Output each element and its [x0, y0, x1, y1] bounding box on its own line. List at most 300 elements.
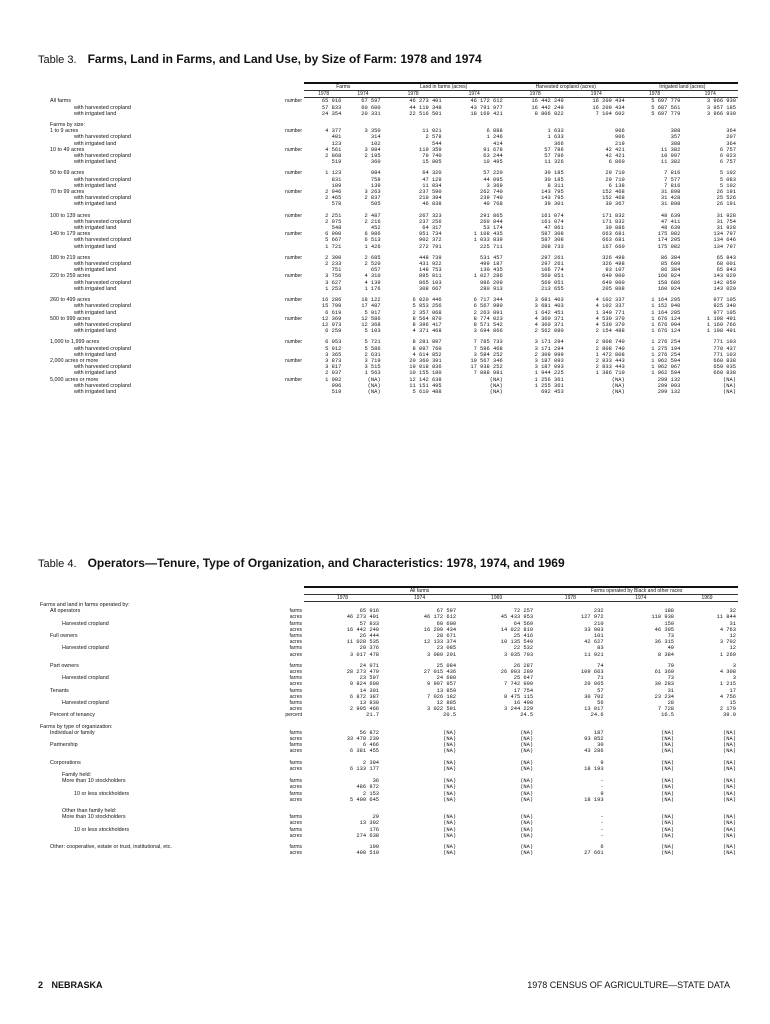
data-cell: 46 172 612	[423, 614, 457, 621]
data-cell: 569 051	[541, 273, 564, 280]
data-cell: 865 103	[419, 279, 442, 286]
year-header: 1974	[444, 91, 505, 98]
data-cell: 14 301	[359, 687, 380, 694]
row-unit: acres	[289, 681, 302, 688]
data-cell: 3 681 403	[534, 303, 564, 310]
row-label: with harvested cropland	[74, 134, 131, 141]
data-cell: 2 520	[364, 261, 381, 268]
table4-body	[38, 602, 738, 857]
data-cell: 2 808 740	[595, 339, 625, 346]
data-cell: 8 774 023	[473, 315, 503, 322]
data-cell: 143 795	[541, 195, 564, 202]
data-cell: 18 122	[361, 297, 381, 304]
data-cell: 31 928	[716, 225, 736, 232]
data-cell: 6 619	[325, 309, 342, 316]
data-cell: 65 843	[716, 267, 736, 274]
row-label: 260 to 499 acres	[50, 297, 91, 304]
data-cell: 174 295	[657, 237, 681, 244]
data-cell: 16.5	[661, 712, 675, 719]
data-cell: 23 597	[359, 675, 380, 682]
data-cell: 46 273 401	[409, 98, 442, 105]
data-cell: 23 234	[654, 693, 675, 700]
data-cell: (NA)	[611, 388, 625, 395]
data-cell: 3 171 294	[534, 339, 564, 346]
data-cell: 2 685	[364, 254, 381, 261]
data-cell: 171 832	[602, 218, 625, 225]
data-cell: 297 261	[541, 254, 564, 261]
data-cell: 2 357 068	[412, 309, 442, 316]
data-cell: (NA)	[520, 748, 534, 755]
data-cell: 12 885	[436, 699, 457, 706]
data-cell: 486 972	[356, 784, 380, 791]
row-unit: farms	[289, 844, 302, 851]
data-cell: (NA)	[443, 850, 457, 857]
data-cell: 1 269	[719, 651, 736, 658]
row-unit: farms	[289, 687, 302, 694]
row-label: Harvested cropland	[62, 620, 109, 627]
data-cell: 24.6	[590, 712, 604, 719]
row-unit: farms	[289, 826, 302, 833]
data-cell: 65 916	[321, 98, 342, 105]
year-header: 1978	[535, 595, 605, 602]
data-cell: 31 754	[716, 218, 736, 225]
data-cell: 49	[667, 645, 675, 652]
data-cell: 30 367	[605, 201, 625, 208]
data-cell: (NA)	[723, 814, 736, 821]
data-cell: 1 198 491	[706, 315, 736, 322]
data-cell: 167 660	[602, 243, 625, 250]
data-cell: 6 000	[325, 231, 342, 238]
data-cell: 18 193	[584, 796, 604, 803]
data-cell: (NA)	[489, 382, 503, 389]
data-cell: 6 381 455	[349, 748, 380, 755]
data-cell: 14 022 810	[500, 626, 534, 633]
data-cell: 6 053	[325, 339, 342, 346]
data-cell: 43 791 977	[470, 104, 503, 111]
row-label: 50 to 69 acres	[50, 170, 85, 177]
data-cell: 6	[600, 844, 604, 851]
data-cell: 71	[597, 675, 604, 682]
data-cell: (NA)	[520, 844, 534, 851]
data-cell: 127 972	[580, 614, 604, 621]
data-cell: 8 564 870	[412, 315, 442, 322]
table4	[38, 586, 738, 856]
row-unit: percent	[285, 712, 302, 719]
data-cell: 587 308	[541, 237, 564, 244]
data-cell: 925 348	[713, 303, 736, 310]
data-cell: 207	[726, 134, 736, 141]
data-cell: 262 740	[480, 189, 503, 196]
row-unit: acres	[289, 832, 302, 839]
data-cell: 17 754	[513, 687, 534, 694]
row-unit: acres	[289, 765, 302, 772]
data-cell: 274 638	[356, 832, 380, 839]
data-cell: 2 465	[325, 195, 342, 202]
data-cell: 16 442 249	[346, 626, 380, 633]
data-cell: 260 844	[480, 218, 503, 225]
data-cell: 175 082	[657, 243, 681, 250]
data-cell: (NA)	[443, 748, 457, 755]
data-cell: 1 027 286	[473, 273, 503, 280]
row-label: with harvested cropland	[74, 364, 131, 371]
data-cell: 2 837	[364, 195, 381, 202]
data-cell: 758	[370, 176, 381, 183]
row-label: Family held:	[62, 771, 92, 778]
data-cell: 3 263	[364, 189, 381, 196]
row-unit: acres	[289, 748, 302, 755]
row-label: with irrigated land	[74, 243, 117, 250]
table-row	[38, 98, 738, 105]
data-cell: 9	[600, 759, 604, 766]
data-cell: 6 133 177	[349, 765, 380, 772]
data-cell: 414	[492, 140, 503, 147]
year-header: 1974	[343, 91, 382, 98]
row-unit	[252, 389, 304, 395]
data-cell: 770 437	[713, 345, 736, 352]
data-cell: 11 034	[422, 182, 442, 189]
row-label: with harvested cropland	[74, 195, 131, 202]
row-unit: farms	[289, 759, 302, 766]
data-cell: 2 300	[325, 254, 342, 261]
data-cell: 1 276 254	[651, 339, 681, 346]
data-cell: 12 142 638	[409, 376, 442, 383]
row-label: Full owners	[50, 632, 78, 639]
data-cell: 6 872 387	[349, 693, 380, 700]
data-cell: (NA)	[661, 735, 675, 742]
row-unit: number	[285, 297, 302, 304]
row-label: All operators	[50, 608, 81, 615]
data-cell: 4 371 468	[412, 328, 442, 335]
data-cell: 5 586	[364, 345, 381, 352]
row-label: with harvested cropland	[74, 218, 131, 225]
data-cell: 771 103	[713, 351, 736, 358]
data-cell: (NA)	[520, 742, 534, 749]
data-cell: 5 400 645	[349, 796, 380, 803]
data-cell: 57 220	[483, 170, 503, 177]
row-label: Individual or family	[50, 729, 95, 736]
row-unit: farms	[289, 675, 302, 682]
data-cell: 3 957 185	[706, 104, 736, 111]
year-header: 1978	[505, 91, 566, 98]
table4-label: Table 4.	[38, 558, 77, 570]
data-cell: 1 062 594	[651, 357, 681, 364]
row-label: with harvested cropland	[74, 279, 131, 286]
data-cell: 24 680	[436, 675, 457, 682]
data-cell: 388	[670, 140, 681, 147]
data-cell: 751	[331, 267, 342, 274]
data-cell: 3 702	[719, 639, 736, 646]
data-cell: 26 903 289	[500, 668, 534, 675]
data-cell: 91 678	[483, 146, 503, 153]
data-cell: 67 597	[361, 98, 381, 105]
data-cell: 148 753	[419, 267, 442, 274]
table3-heading: Farms, Land in Farms, and Land Use, by Size of Farm: 1978 and 1974	[87, 52, 482, 66]
row-unit: number	[285, 315, 302, 322]
data-cell: 4 377	[325, 128, 342, 135]
data-cell: 161 074	[541, 218, 564, 225]
row-stub	[38, 389, 252, 395]
row-unit: number	[285, 339, 302, 346]
data-cell: 3 817	[325, 364, 342, 371]
data-cell: 16 442 249	[531, 98, 564, 105]
data-cell: 56 872	[359, 729, 380, 736]
data-cell: 3 035 793	[504, 651, 534, 658]
data-cell: 986 209	[480, 279, 503, 286]
data-cell: 663 681	[602, 237, 625, 244]
data-cell: 4 102 337	[595, 303, 625, 310]
row-label: with harvested cropland	[74, 153, 131, 160]
data-cell: 388	[670, 128, 681, 135]
data-cell: 12 368	[361, 321, 381, 328]
data-cell: 7 104 602	[595, 110, 625, 117]
row-label: All farms	[50, 97, 71, 104]
data-cell: 102	[370, 140, 381, 147]
row-label: with irrigated land	[74, 328, 117, 335]
data-cell: 189	[331, 182, 342, 189]
data-cell: (NA)	[723, 790, 736, 797]
data-cell: 314	[370, 134, 381, 141]
data-cell: 7 026 182	[426, 693, 457, 700]
data-cell: 19 567 346	[470, 357, 503, 364]
data-cell: 3 694 866	[473, 328, 503, 335]
data-cell: 210 394	[419, 195, 442, 202]
data-cell: (NA)	[661, 844, 675, 851]
data-cell: 30 185	[544, 170, 564, 177]
data-cell: 56	[597, 699, 604, 706]
data-cell: (NA)	[489, 388, 503, 395]
data-cell: 308 667	[419, 285, 442, 292]
row-unit: farms	[289, 645, 302, 652]
data-cell: 6 513	[364, 237, 381, 244]
data-cell: (NA)	[520, 814, 534, 821]
data-cell: 29	[372, 814, 380, 821]
data-cell: 12	[729, 632, 736, 639]
table-row	[38, 850, 738, 856]
data-cell: (NA)	[661, 796, 675, 803]
data-cell: 3 187 093	[534, 364, 564, 371]
data-cell: 27 661	[584, 850, 604, 857]
data-cell: (NA)	[443, 742, 457, 749]
data-cell: 171 832	[602, 212, 625, 219]
data-cell: 5 103	[364, 328, 381, 335]
data-cell: 360	[370, 159, 381, 166]
row-unit: farms	[289, 742, 302, 749]
data-cell: 299 132	[657, 376, 681, 383]
data-cell: 79 740	[422, 153, 442, 160]
data-cell: 11 151 495	[409, 382, 442, 389]
row-label: with irrigated land	[74, 285, 117, 292]
data-cell: 10 997	[660, 153, 681, 160]
data-cell: 106 774	[541, 267, 564, 274]
data-cell: (NA)	[661, 784, 675, 791]
data-cell: 10 155 180	[409, 370, 442, 377]
data-cell: 64 317	[422, 225, 442, 232]
data-cell: 7 785 733	[473, 339, 503, 346]
data-cell: 5 697 779	[651, 98, 681, 105]
year-header: 1974	[606, 595, 676, 602]
data-cell: 36	[372, 778, 380, 785]
data-cell: 5 853 256	[412, 303, 442, 310]
data-cell: 5 102	[719, 170, 736, 177]
row-label: 180 to 219 acres	[50, 254, 91, 261]
row-label: 220 to 259 acres	[50, 273, 91, 280]
data-cell: 1 253	[325, 285, 342, 292]
data-cell: 225 711	[480, 243, 503, 250]
data-cell: 587 308	[541, 231, 564, 238]
data-cell: (NA)	[443, 759, 457, 766]
data-cell: 1 676 124	[651, 315, 681, 322]
row-label: Corporations	[50, 759, 81, 766]
data-cell: 2 631	[364, 351, 381, 358]
data-cell: -	[600, 820, 604, 827]
year-header: 1978	[304, 91, 343, 98]
data-cell: 7 742 999	[504, 681, 534, 688]
data-cell: 498 510	[356, 850, 380, 857]
row-unit: acres	[289, 820, 302, 827]
data-cell: 8 475 115	[504, 693, 534, 700]
data-cell: 12 073	[321, 321, 342, 328]
data-cell: (NA)	[661, 826, 675, 833]
data-cell: 4 308	[719, 668, 736, 675]
data-cell: 46 273 401	[346, 614, 380, 621]
data-cell: 29 710	[605, 170, 625, 177]
row-label: 1,000 to 1,999 acres	[50, 339, 100, 346]
data-cell: 1 276 254	[651, 351, 681, 358]
data-cell: 22 532	[513, 645, 534, 652]
row-label: Harvested cropland	[62, 645, 109, 652]
data-cell: 187	[593, 729, 604, 736]
data-cell: 31	[729, 620, 736, 627]
data-cell: 31 428	[660, 195, 681, 202]
data-cell: 6 888	[486, 128, 503, 135]
data-cell: 2 808 740	[595, 345, 625, 352]
data-cell: 3 022 591	[426, 706, 457, 713]
row-unit: number	[285, 254, 302, 261]
row-label: 10 or less stockholders	[74, 826, 130, 833]
data-cell: (NA)	[367, 376, 381, 383]
row-label: Part owners	[50, 662, 79, 669]
data-cell: 143 029	[713, 285, 736, 292]
data-cell: 13 830	[359, 699, 380, 706]
row-unit: acres	[289, 735, 302, 742]
data-cell: 902 372	[419, 237, 442, 244]
row-unit: acres	[289, 796, 302, 803]
data-cell: (NA)	[443, 778, 457, 785]
data-cell: 45 433 953	[500, 614, 534, 621]
data-cell: 4 614 852	[412, 351, 442, 358]
row-label: with irrigated land	[74, 309, 117, 316]
data-cell: 3 584 252	[473, 351, 503, 358]
data-cell: 8 384	[657, 651, 675, 658]
data-cell: 531 457	[480, 254, 503, 261]
data-cell: 47 129	[422, 176, 442, 183]
data-cell: 4 360 371	[534, 315, 564, 322]
data-cell: (NA)	[661, 778, 675, 785]
row-unit: acres	[289, 850, 302, 857]
table4-group-all: All farms	[304, 587, 535, 595]
row-stub	[38, 98, 252, 105]
row-unit: number	[285, 357, 302, 364]
row-label: with irrigated land	[74, 388, 117, 395]
data-cell: 4 561	[325, 146, 342, 153]
data-cell: 93 107	[605, 267, 625, 274]
data-cell: 2 833 443	[595, 357, 625, 364]
data-cell: 452	[370, 225, 381, 232]
data-cell: 2 154 488	[595, 328, 625, 335]
data-cell: (NA)	[661, 814, 675, 821]
data-cell: 9	[600, 790, 604, 797]
data-cell: 996	[331, 382, 342, 389]
data-cell: (NA)	[489, 376, 503, 383]
data-cell: 3 756	[325, 273, 342, 280]
row-unit: number	[285, 212, 302, 219]
data-cell: 569 051	[541, 279, 564, 286]
data-cell: (NA)	[723, 729, 736, 736]
data-cell: 47 411	[660, 218, 681, 225]
data-cell: 1 944 225	[534, 370, 564, 377]
data-cell: 9 997 957	[426, 681, 457, 688]
data-cell: 210	[593, 620, 604, 627]
data-cell: (NA)	[520, 850, 534, 857]
data-cell: (NA)	[723, 820, 736, 827]
row-stub	[38, 850, 252, 856]
data-cell: 431 922	[419, 261, 442, 268]
data-cell: 93 852	[584, 735, 604, 742]
row-label: with harvested cropland	[74, 237, 131, 244]
data-cell: 48 639	[660, 212, 681, 219]
data-cell: (NA)	[520, 765, 534, 772]
data-cell: 19 018 836	[409, 364, 442, 371]
data-cell: -	[600, 778, 604, 785]
row-unit: number	[285, 273, 302, 280]
data-cell: 237 590	[419, 189, 442, 196]
data-cell: 175 082	[657, 231, 681, 238]
data-cell: 5 912	[325, 345, 342, 352]
data-cell: 42 421	[605, 146, 625, 153]
data-cell: 158 686	[657, 279, 681, 286]
data-cell: 3 966 930	[706, 98, 736, 105]
table4-title	[38, 556, 565, 570]
data-cell: 906	[615, 128, 625, 135]
row-label: Farms by type of organization:	[40, 723, 113, 730]
data-cell: 7 816	[664, 170, 681, 177]
data-cell: 8 097 760	[412, 345, 442, 352]
data-cell: 64 569	[513, 620, 534, 627]
data-cell: 20 360 391	[409, 357, 442, 364]
table3-group-irrigated: Irrigated land (acres)	[627, 83, 738, 91]
data-cell: (NA)	[723, 778, 736, 785]
data-cell: 297 261	[541, 261, 564, 268]
data-cell: 2 578	[425, 134, 442, 141]
data-cell: 1 255 361	[534, 382, 564, 389]
row-label: with harvested cropland	[74, 345, 131, 352]
data-cell: 1 164 205	[651, 309, 681, 316]
data-cell: (NA)	[723, 765, 736, 772]
data-cell: 15	[729, 699, 736, 706]
data-cell: 219	[615, 140, 625, 147]
data-cell: 771 103	[713, 339, 736, 346]
data-cell: 2 487	[364, 212, 381, 219]
data-cell: 10 495	[483, 159, 503, 166]
row-label: with irrigated land	[74, 267, 117, 274]
row-unit: farms	[289, 790, 302, 797]
data-cell: 1 633	[547, 128, 564, 135]
data-cell: 160 024	[657, 273, 681, 280]
data-cell: 692 453	[541, 388, 564, 395]
data-cell: (NA)	[661, 742, 675, 749]
data-cell: 1 062 594	[651, 370, 681, 377]
data-cell: -	[600, 814, 604, 821]
